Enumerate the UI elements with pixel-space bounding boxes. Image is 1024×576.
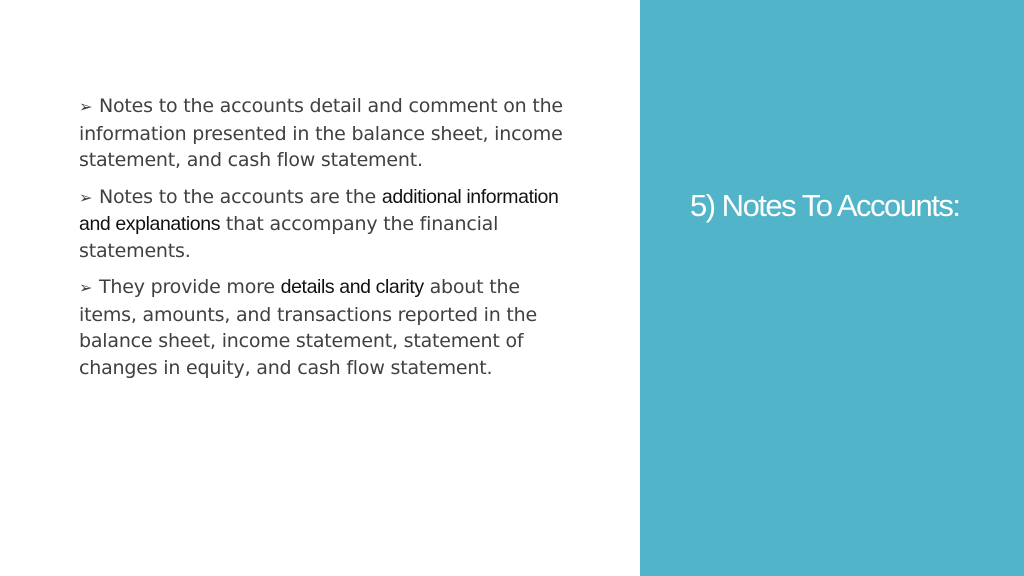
bullet-list	[74, 93, 574, 391]
bullet-3-text-start: They provide more	[99, 276, 281, 298]
arrow-bullet-icon: ➢	[79, 187, 93, 207]
slide-title: 5) Notes To Accounts:	[690, 188, 960, 223]
title-panel	[640, 0, 1024, 576]
arrow-bullet-icon: ➢	[79, 278, 93, 297]
bullet-1-text: Notes to the accounts detail and comment on the information presented in the balance sheet, income statement, and cash flow statement.	[79, 95, 563, 171]
bullet-item-2	[74, 184, 574, 265]
bullet-3-text-end: about the items, amounts, and transactions reported in the balance sheet, income statement, statement of changes in equity, and cash flow statement.	[79, 276, 538, 379]
bullet-item-1	[74, 93, 574, 174]
bullet-2-highlight: additional information and explanations	[79, 185, 559, 235]
bullet-3-highlight: details and clarity	[280, 276, 424, 298]
bullet-item-3	[74, 274, 574, 381]
bullet-2-text-end: that accompany the financial statements.	[79, 213, 499, 262]
arrow-bullet-icon: ➢	[79, 97, 93, 116]
bullet-2-text-start: Notes to the accounts are the	[99, 185, 382, 208]
